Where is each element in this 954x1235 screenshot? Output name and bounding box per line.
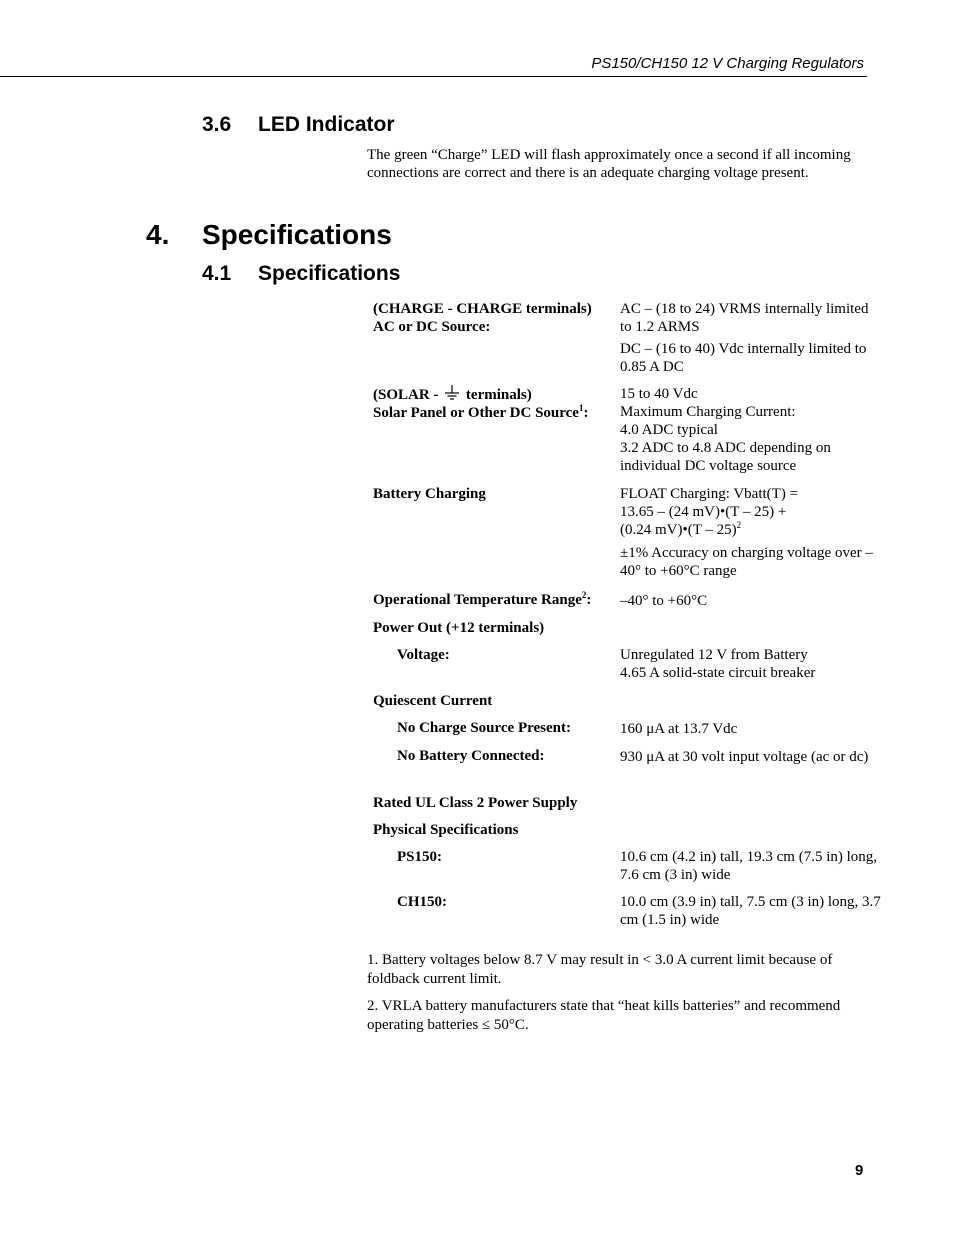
spec-solar-value-line1: 15 to 40 Vdc xyxy=(620,386,698,402)
spec-solar-value-line4: 3.2 ADC to 4.8 ADC depending on individual DC voltage source xyxy=(620,440,831,474)
spec-ps150-label: PS150: xyxy=(397,849,442,865)
spec-solar-value-line3: 4.0 ADC typical xyxy=(620,422,718,438)
spec-solar-label-prefix: (SOLAR - xyxy=(373,387,439,403)
ground-icon xyxy=(444,385,460,401)
footnote-2: 2. VRLA battery manufacturers state that “heat kills batteries” and recommend operating batteries ≤ 50°C. xyxy=(367,998,841,1033)
spec-ps150-value: 10.6 cm (4.2 in) tall, 19.3 cm (7.5 in) long, 7.6 cm (3 in) wide xyxy=(620,849,878,883)
footnote-ref-1: 1 xyxy=(578,403,584,413)
spec-battery-accuracy: ±1% Accuracy on charging voltage over –40° to +60°C range xyxy=(620,545,873,579)
spec-no-charge-value: 160 μA at 13.7 Vdc xyxy=(620,721,738,737)
spec-charge-label xyxy=(373,300,592,336)
running-header: PS150/CH150 12 V Charging Regulators xyxy=(591,55,864,72)
spec-charge-value-ac: AC – (18 to 24) VRMS internally limited to 1.2 ARMS xyxy=(620,301,869,335)
spec-ch150-label: CH150: xyxy=(397,894,447,910)
section-3-6-body: The green “Charge” LED will flash approximately once a second if all incoming connections are correct and there is an adequate charging voltage present. xyxy=(367,147,851,181)
chapter-4-number: 4. xyxy=(146,219,170,250)
section-4-1-number: 4.1 xyxy=(202,262,232,285)
spec-voltage-value-line1: Unregulated 12 V from Battery xyxy=(620,647,808,663)
spec-quiescent-label: Quiescent Current xyxy=(373,693,493,709)
spec-charge-label-line2: AC or DC Source: xyxy=(373,319,491,335)
chapter-4-title: Specifications xyxy=(202,219,392,250)
header-rule xyxy=(0,76,867,77)
spec-voltage-value-line2: 4.65 A solid-state circuit breaker xyxy=(620,665,816,681)
spec-power-out-label: Power Out (+12 terminals) xyxy=(373,620,545,636)
spec-physical-label: Physical Specifications xyxy=(373,822,519,838)
spec-solar-label-suffix: terminals) xyxy=(465,387,532,403)
spec-solar-value xyxy=(620,385,882,475)
spec-temperature-label: Operational Temperature Range$^2$: xyxy=(373,590,592,608)
spec-battery-value: FLOAT Charging: Vbatt(T) = 13.65 – (24 mV)•(T – 25) + (0.24 mV)•(T – 25)$^2$ xyxy=(620,485,882,539)
footnote-1: 1. Battery voltages below 8.7 V may result in < 3.0 A current limit because of foldback current limit. xyxy=(367,952,833,987)
spec-voltage-value xyxy=(620,646,882,682)
spec-solar-value-line2: Maximum Charging Current: xyxy=(620,404,796,420)
section-3-6-title: LED Indicator xyxy=(258,113,395,136)
spec-rated-label: Rated UL Class 2 Power Supply xyxy=(373,795,578,811)
spec-ch150-value: 10.0 cm (3.9 in) tall, 7.5 cm (3 in) long, 3.7 cm (1.5 in) wide xyxy=(620,894,881,928)
spec-solar-label-line2: Solar Panel or Other DC Source xyxy=(373,405,579,421)
spec-no-charge-label: No Charge Source Present: xyxy=(397,720,571,736)
spec-voltage-label: Voltage: xyxy=(397,647,450,663)
spec-battery-value-line3: (0.24 mV)•(T – 25) xyxy=(620,522,737,538)
spec-battery-label: Battery Charging xyxy=(373,486,486,502)
spec-no-battery-label: No Battery Connected: xyxy=(397,748,545,764)
spec-solar-label: (SOLAR - terminals) Solar Panel or Other DC Source$^1$: xyxy=(373,387,589,421)
footnote-ref-2: 2 xyxy=(581,590,587,600)
page-number: 9 xyxy=(855,1162,864,1179)
spec-charge-label-line1: (CHARGE - CHARGE terminals) xyxy=(373,301,592,317)
spec-battery-value-line1: FLOAT Charging: Vbatt(T) = xyxy=(620,486,799,502)
spec-charge-value-dc: DC – (16 to 40) Vdc internally limited to 0.85 A DC xyxy=(620,341,867,375)
spec-temperature-value: –40° to +60°C xyxy=(620,593,708,609)
section-4-1-title: Specifications xyxy=(258,262,401,285)
section-3-6-number: 3.6 xyxy=(202,113,232,136)
spec-battery-value-line2: 13.65 – (24 mV)•(T – 25) + xyxy=(620,504,787,520)
spec-no-battery-value: 930 μA at 30 volt input voltage (ac or dc) xyxy=(620,749,869,765)
